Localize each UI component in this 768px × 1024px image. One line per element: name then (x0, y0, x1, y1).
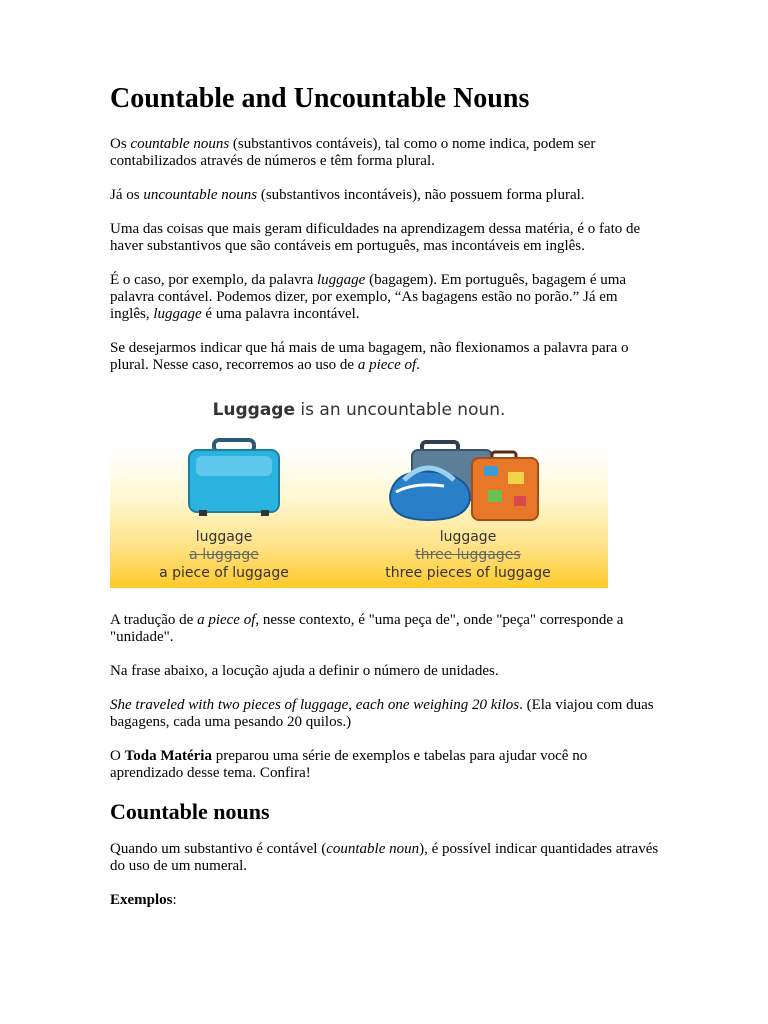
figure-title-rest: is an uncountable noun. (295, 399, 506, 420)
paragraph-uncountable-intro (110, 187, 660, 204)
caption-correct-word: luggage (195, 528, 253, 545)
figure-title (110, 400, 608, 420)
text: : (172, 891, 177, 908)
paragraph-luggage-example (110, 272, 660, 323)
luggage-illustration (110, 392, 608, 588)
text: é uma palavra incontável. (201, 305, 360, 322)
example-sentence: She traveled with two pieces of luggage, each one weighing 20 kilos (110, 696, 520, 713)
article (110, 82, 660, 926)
caption-incorrect-form: a luggage (189, 546, 259, 563)
text: O (110, 747, 125, 764)
right-caption (368, 528, 568, 582)
term: uncountable nouns (143, 186, 258, 203)
paragraph-difficulty: Uma das coisas que mais geram dificuldades na aprendizagem dessa matéria, é o fato de haver substantivos que são contáveis em português, mas incontáveis em inglês. (110, 220, 641, 254)
term: a piece of (197, 611, 256, 628)
text: ), é possível indicar quantidades através do uso de um numeral. (110, 840, 659, 874)
examples-label: Exemplos (110, 891, 173, 908)
text: Já os (110, 186, 144, 203)
paragraph-translation (110, 612, 660, 646)
paragraph-locution: Na frase abaixo, a locução ajuda a definir o número de unidades. (110, 662, 499, 679)
term: luggage (317, 271, 366, 288)
text: (substantivos incontáveis), não possuem forma plural. (257, 186, 585, 203)
paragraph-example-sentence (110, 697, 660, 731)
caption-incorrect-form: three luggages (415, 546, 521, 563)
text: . (Ela viajou com duas bagagens, cada uma pesando 20 quilos.) (110, 696, 654, 730)
term: a piece of (357, 356, 417, 373)
text: (substantivos contáveis), tal como o nome indica, podem ser contabilizados através de números e têm forma plural. (110, 135, 596, 169)
text: Quando um substantivo é contável ( (110, 840, 327, 857)
text: A tradução de (110, 611, 198, 628)
text: , nesse contexto, é "uma peça de", onde "peça" corresponde a "unidade". (110, 611, 624, 645)
caption-correct-form: three pieces of luggage (385, 564, 551, 581)
text: (bagagem). Em português, bagagem é uma palavra contável. Podemos dizer, por exemplo, “As bagagens estão no porão.” Já em inglês, (110, 271, 627, 322)
term: luggage (153, 305, 202, 322)
caption-correct-word: luggage (439, 528, 497, 545)
blue-suitcase-icon (184, 438, 284, 518)
text: . (416, 356, 420, 373)
section-heading-countable-nouns: Countable nouns (110, 798, 270, 824)
text: preparou uma série de exemplos e tabelas para ajudar você no aprendizado desse tema. Confira! (110, 747, 588, 781)
text: É o caso, por exemplo, da palavra (110, 271, 318, 288)
text: Os (110, 135, 131, 152)
paragraph-countable-intro (110, 136, 660, 170)
text: Se desejarmos indicar que há mais de uma bagagem, não flexionamos a palavra para o plural. Nesse caso, recorremos ao uso de (110, 339, 629, 373)
caption-correct-form: a piece of luggage (159, 564, 289, 581)
left-caption (124, 528, 324, 582)
page-title: Countable and Uncountable Nouns (110, 83, 530, 114)
three-luggages-icon (384, 436, 546, 528)
paragraph-toda-materia (110, 748, 660, 782)
figure-title-bold: Luggage (212, 399, 296, 420)
paragraph-examples-label (110, 892, 660, 909)
term: countable nouns (130, 135, 230, 152)
paragraph-a-piece-of (110, 340, 660, 374)
paragraph-countable-definition (110, 841, 660, 875)
brand-name: Toda Matéria (124, 747, 212, 764)
term: countable noun (326, 840, 420, 857)
